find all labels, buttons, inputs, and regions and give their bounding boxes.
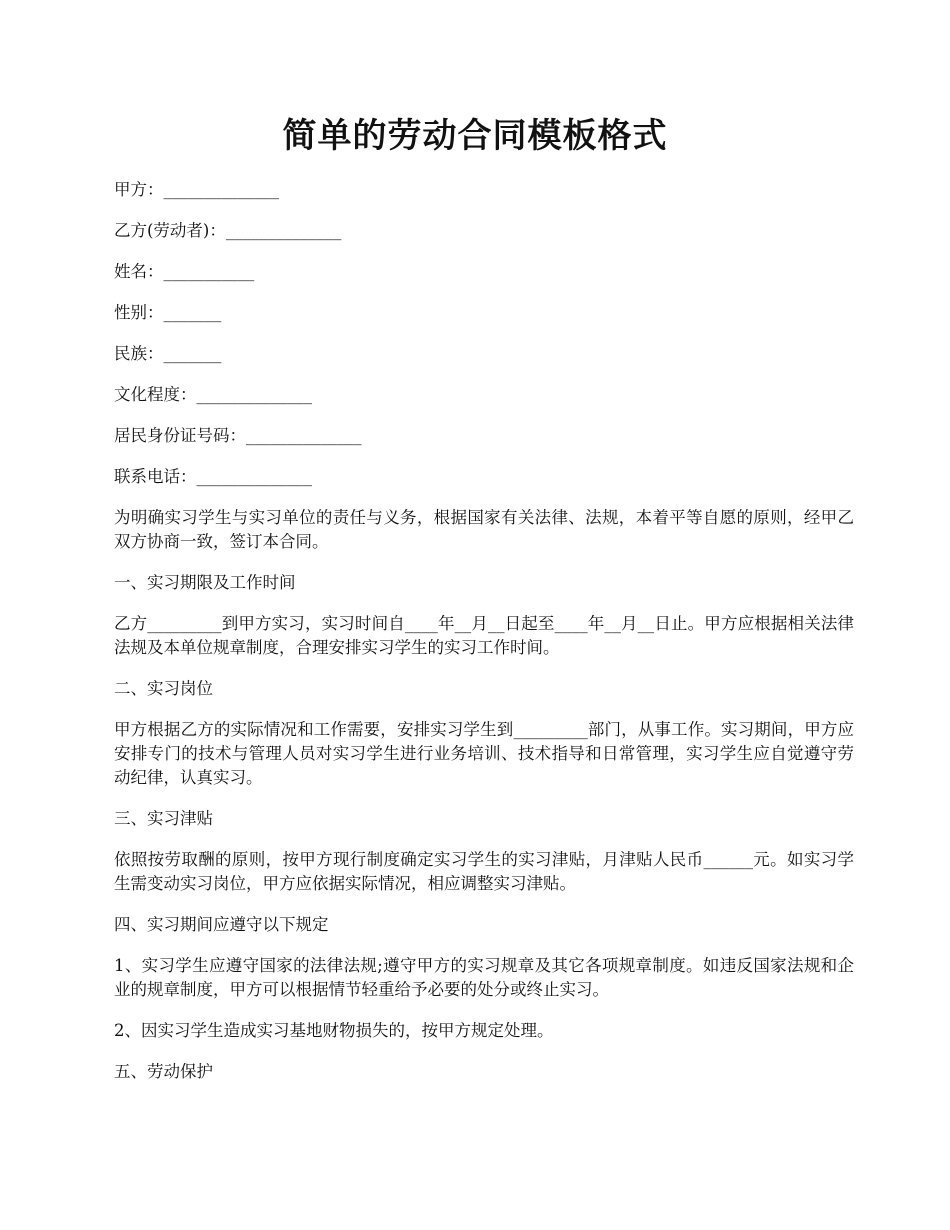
section-paragraph: 依照按劳取酬的原则，按甲方现行制度确定实习学生的实习津贴，月津贴人民币______元。如实习学生需变动实习岗位，甲方应依据实际情况，相应调整实习津贴。 [114, 850, 854, 893]
section-heading: 五、劳动保护 [114, 1062, 213, 1081]
section-paragraph: 甲方根据乙方的实际情况和工作需要，安排实习学生到_________部门，从事工作。实习期间，甲方应安排专门的技术与管理人员对实习学生进行业务培训、技术指导和日常管理，实习学生应自觉遵守劳动纪律，认真实习。 [114, 720, 854, 787]
section-heading: 一、实习期限及工作时间 [114, 573, 296, 592]
section-paragraph: 乙方_________到甲方实习，实习时间自____年__月__日起至____年__月__日止。甲方应根据相关法律法规及本单位规章制度，合理安排实习学生的实习工作时间。 [114, 614, 854, 657]
document-body [114, 178, 854, 1101]
field-id-number: 居民身份证号码：______________ [114, 426, 362, 445]
field-phone: 联系电话：______________ [114, 467, 312, 486]
intro-paragraph: 为明确实习学生与实习单位的责任与义务，根据国家有关法律、法规，本着平等自愿的原则，经甲乙双方协商一致，签订本合同。 [114, 508, 854, 551]
field-party-b: 乙方(劳动者)：______________ [114, 221, 342, 240]
field-ethnicity: 民族：_______ [114, 344, 222, 363]
field-name: 姓名：___________ [114, 262, 255, 281]
section-paragraph: 2、因实习学生造成实习基地财物损失的，按甲方规定处理。 [114, 1021, 554, 1040]
section-paragraph: 1、实习学生应遵守国家的法律法规;遵守甲方的实习规章及其它各项规章制度。如违反国家法规和企业的规章制度，甲方可以根据情节轻重给予必要的处分或终止实习。 [114, 956, 854, 999]
document-title: 简单的劳动合同模板格式 [282, 116, 668, 156]
section-heading: 三、实习津贴 [114, 809, 213, 828]
section-heading: 二、实习岗位 [114, 679, 213, 698]
field-education: 文化程度：______________ [114, 385, 312, 404]
field-party-a: 甲方：______________ [114, 180, 279, 199]
field-gender: 性别：_______ [114, 303, 222, 322]
section-heading: 四、实习期间应遵守以下规定 [114, 915, 329, 934]
